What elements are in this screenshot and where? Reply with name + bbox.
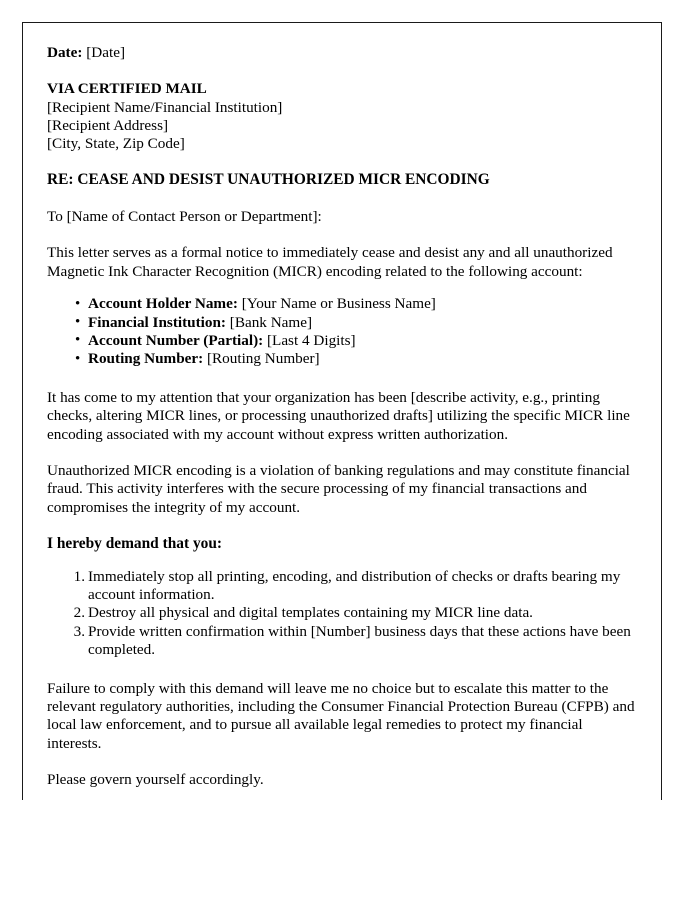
- date-label: Date:: [47, 44, 83, 61]
- recipient-block: [47, 80, 639, 153]
- spacer-after-date: [47, 62, 639, 80]
- letter-body: [47, 44, 639, 790]
- account-detail-item: [47, 350, 639, 368]
- recipient-address: [Recipient Address]: [47, 116, 169, 134]
- violation-paragraph: Unauthorized MICR encoding is a violation of banking regulations and may constitute financial fraud. This activity interferes with the secure processing of my financial transactions and compromises the integrity of my account.: [47, 461, 630, 516]
- account-detail-label: Routing Number:: [88, 350, 204, 368]
- account-detail-label: Financial Institution:: [88, 313, 226, 331]
- spacer-after-salutation: [47, 226, 639, 244]
- spacer-before-demands: [47, 554, 639, 568]
- account-detail-label: Account Holder Name:: [88, 295, 238, 313]
- date-line: [47, 44, 639, 62]
- demand-heading: I hereby demand that you:: [47, 535, 223, 553]
- demand-item: Destroy all physical and digital templates containing my MICR line data.: [88, 604, 533, 622]
- spacer-before-bullets: [47, 281, 639, 295]
- delivery-method: VIA CERTIFIED MAIL: [47, 80, 207, 98]
- subject-line: RE: CEASE AND DESIST UNAUTHORIZED MICR ENCODING: [47, 171, 490, 189]
- account-detail-label: Account Number (Partial):: [88, 331, 264, 349]
- demand-item: Provide written confirmation within [Number] business days that these actions have been completed.: [88, 622, 631, 659]
- spacer-after-bullets: [47, 369, 639, 389]
- spacer-before-closing: [47, 753, 639, 771]
- recipient-city-state-zip: [City, State, Zip Code]: [47, 135, 185, 153]
- salutation: To [Name of Contact Person or Department]:: [47, 207, 322, 225]
- account-detail-value: [Your Name or Business Name]: [237, 295, 436, 313]
- spacer-after-subject: [47, 190, 639, 208]
- spacer-after-allegation: [47, 444, 639, 462]
- account-detail-value: [Last 4 Digits]: [263, 331, 356, 349]
- account-detail-value: [Bank Name]: [225, 313, 313, 331]
- allegation-paragraph: It has come to my attention that your organization has been [describe activity, e.g., printing checks, altering MICR lines, or processing unauthorized drafts] utilizing the specific MICR line encoding associated with my account without express written authorization.: [47, 388, 630, 443]
- account-detail-value: [Routing Number]: [203, 350, 320, 368]
- intro-paragraph: This letter serves as a formal notice to immediately cease and desist any and all unauthorized Magnetic Ink Character Recognition (MICR) encoding related to the following account:: [47, 244, 613, 280]
- account-detail-item: [47, 295, 639, 313]
- demands-list: [47, 568, 639, 660]
- account-detail-item: [47, 314, 639, 332]
- date-value: [Date]: [86, 44, 126, 61]
- account-details-list: [47, 295, 639, 369]
- spacer-after-recipient: [47, 153, 639, 171]
- spacer-after-demands: [47, 660, 639, 680]
- demand-item: Immediately stop all printing, encoding, and distribution of checks or drafts bearing my account information.: [88, 567, 621, 603]
- account-detail-item: [47, 332, 639, 350]
- escalation-paragraph: Failure to comply with this demand will leave me no choice but to escalate this matter to the relevant regulatory authorities, including the Consumer Financial Protection Bureau (CFPB) and local law enforcement, and to pursue all available legal remedies to protect my financial interests.: [47, 679, 635, 752]
- recipient-name: [Recipient Name/Financial Institution]: [47, 98, 283, 116]
- closing-line: Please govern yourself accordingly.: [47, 771, 264, 789]
- spacer-after-violation: [47, 517, 639, 535]
